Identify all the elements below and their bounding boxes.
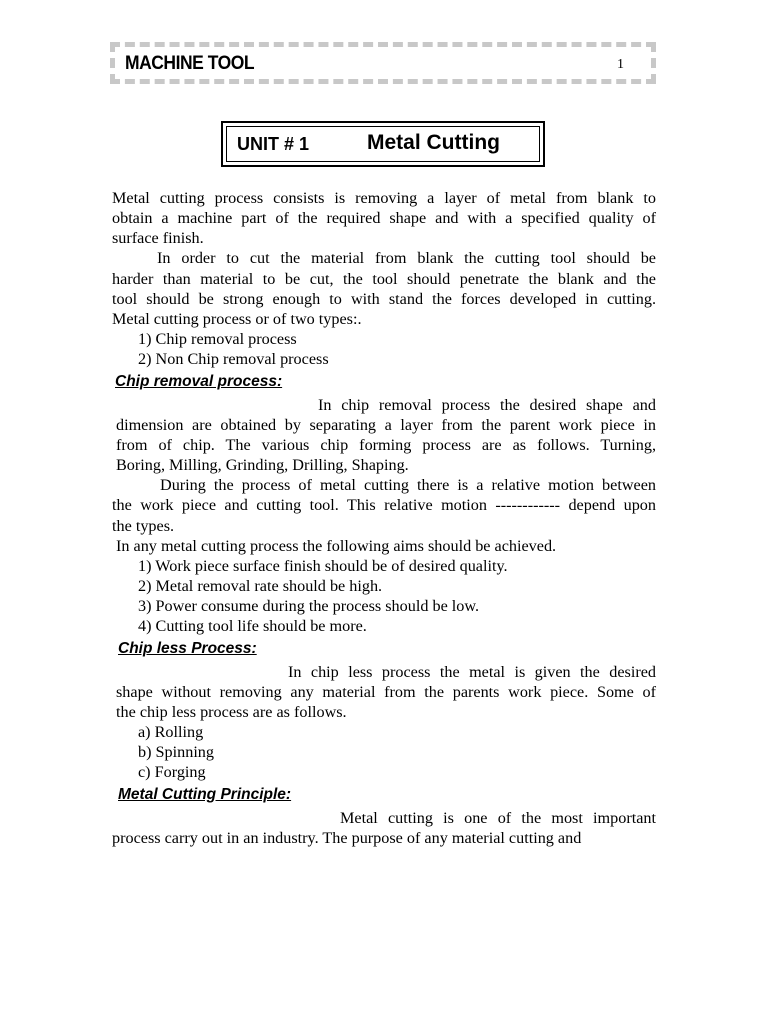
aims-intro: In any metal cutting process the following aims should be achieved. [116,537,557,555]
paragraph-line: In chip removal process the desired shape and [318,396,656,414]
paragraph-line: surface finish. [112,229,204,247]
paragraph-line: In chip less process the metal is given the desired [288,663,656,681]
list-item: c) Forging [138,763,206,781]
list-item: 1) Chip removal process [138,330,297,348]
paragraph-line: shape without removing any material from the parents work piece. Some of [116,683,656,701]
paragraph-line: Metal cutting process consists is removing a layer of metal from blank to [112,189,656,207]
paragraph-line: the work piece and cutting tool. This relative motion ------------ depend upon [112,496,656,514]
unit-number: UNIT # 1 [237,134,310,154]
paragraph-line: tool should be strong enough to with stand the forces developed in cutting. [112,290,656,308]
paragraph-line: obtain a machine part of the required shape and with a specified quality of [112,209,656,227]
unit-title-box [221,121,545,167]
unit-title-inner [226,126,540,162]
page-number: 1 [617,57,624,72]
paragraph-line: harder than material to be cut, the tool should penetrate the blank and the [112,270,656,288]
header-title: MACHINE TOOL [125,53,255,74]
paragraph-line: the types. [112,517,175,535]
list-item: 2) Metal removal rate should be high. [138,577,383,595]
paragraph-line: Metal cutting is one of the most important [340,809,656,827]
list-item: b) Spinning [138,743,214,761]
section-heading-metal-cutting-principle: Metal Cutting Principle: [118,786,292,803]
types-intro: Metal cutting process or of two types:. [112,310,362,328]
section-heading-chip-removal: Chip removal process: [115,373,283,390]
list-item: a) Rolling [138,723,204,741]
paragraph-line: the chip less process are as follows. [116,703,347,721]
list-item: 1) Work piece surface finish should be of desired quality. [138,557,508,575]
paragraph-line: from of chip. The various chip forming process are as follows. Turning, [116,436,656,454]
list-item: 4) Cutting tool life should be more. [138,617,367,635]
paragraph-line: In order to cut the material from blank the cutting tool should be [157,249,656,267]
page-header [110,42,656,84]
section-heading-chip-less: Chip less Process: [118,640,257,657]
list-item: 3) Power consume during the process should be low. [138,597,480,615]
list-item: 2) Non Chip removal process [138,350,329,368]
paragraph-line: During the process of metal cutting there is a relative motion between [160,476,656,494]
unit-title: Metal Cutting [367,131,500,154]
paragraph-line: Boring, Milling, Grinding, Drilling, Shaping. [116,456,409,474]
paragraph-line: dimension are obtained by separating a layer from the parent work piece in [116,416,656,434]
paragraph-line: process carry out in an industry. The purpose of any material cutting and [112,829,582,847]
